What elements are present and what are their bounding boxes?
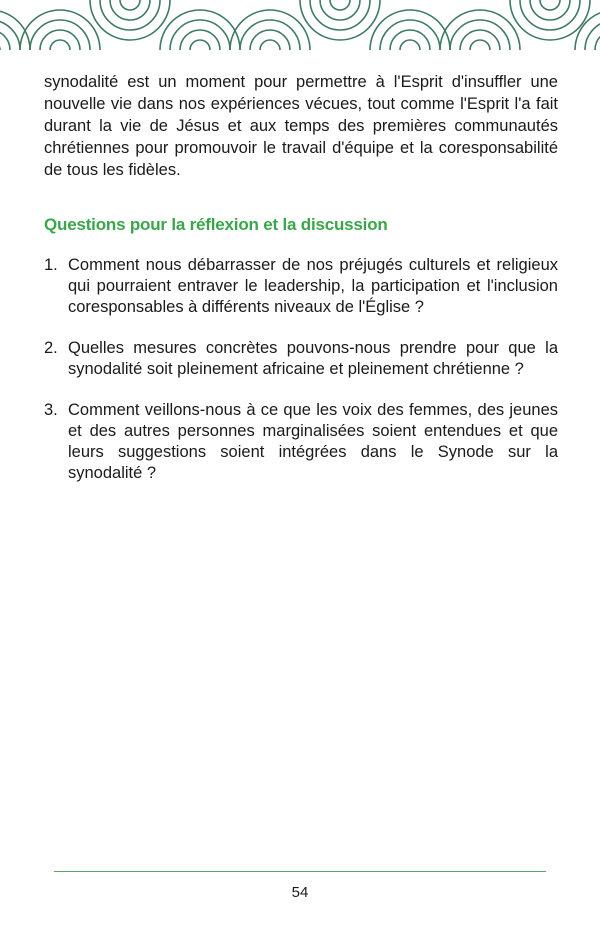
footer-divider <box>54 871 546 872</box>
question-text: Comment veillons-nous à ce que les voix des femmes, des jeunes et des autres personnes marginalisées soient entendues et que leurs suggestions soient intégrées dans le Synode sur la synodalité ? <box>68 401 558 482</box>
page-content <box>44 71 558 504</box>
question-item-3 <box>44 400 558 484</box>
question-number: 1. <box>44 256 58 274</box>
concentric-arcs-pattern <box>0 0 600 50</box>
question-number: 2. <box>44 339 58 357</box>
header-decorative-pattern <box>0 0 600 50</box>
question-item-2 <box>44 338 558 380</box>
question-number: 3. <box>44 401 58 419</box>
intro-paragraph: synodalité est un moment pour permettre à l'Esprit d'insuffler une nouvelle vie dans nos expériences vécues, tout comme l'Esprit l'a fait durant la vie de Jésus et aux temps des premières communautés chrétiennes pour promouvoir le travail d'équipe et la coresponsabilité de tous les fidèles. <box>44 73 558 179</box>
question-text: Quelles mesures concrètes pouvons-nous prendre pour que la synodalité soit pleinement africaine et pleinement chrétienne ? <box>68 339 558 378</box>
section-heading: Questions pour la réflexion et la discussion <box>44 215 388 234</box>
questions-list <box>44 255 558 484</box>
question-text: Comment nous débarrasser de nos préjugés culturels et religieux qui pourraient entraver le leadership, la participation et l'inclusion coresponsables à différents niveaux de l'Église ? <box>68 256 558 316</box>
question-item-1 <box>44 255 558 318</box>
page-number: 54 <box>291 884 309 901</box>
